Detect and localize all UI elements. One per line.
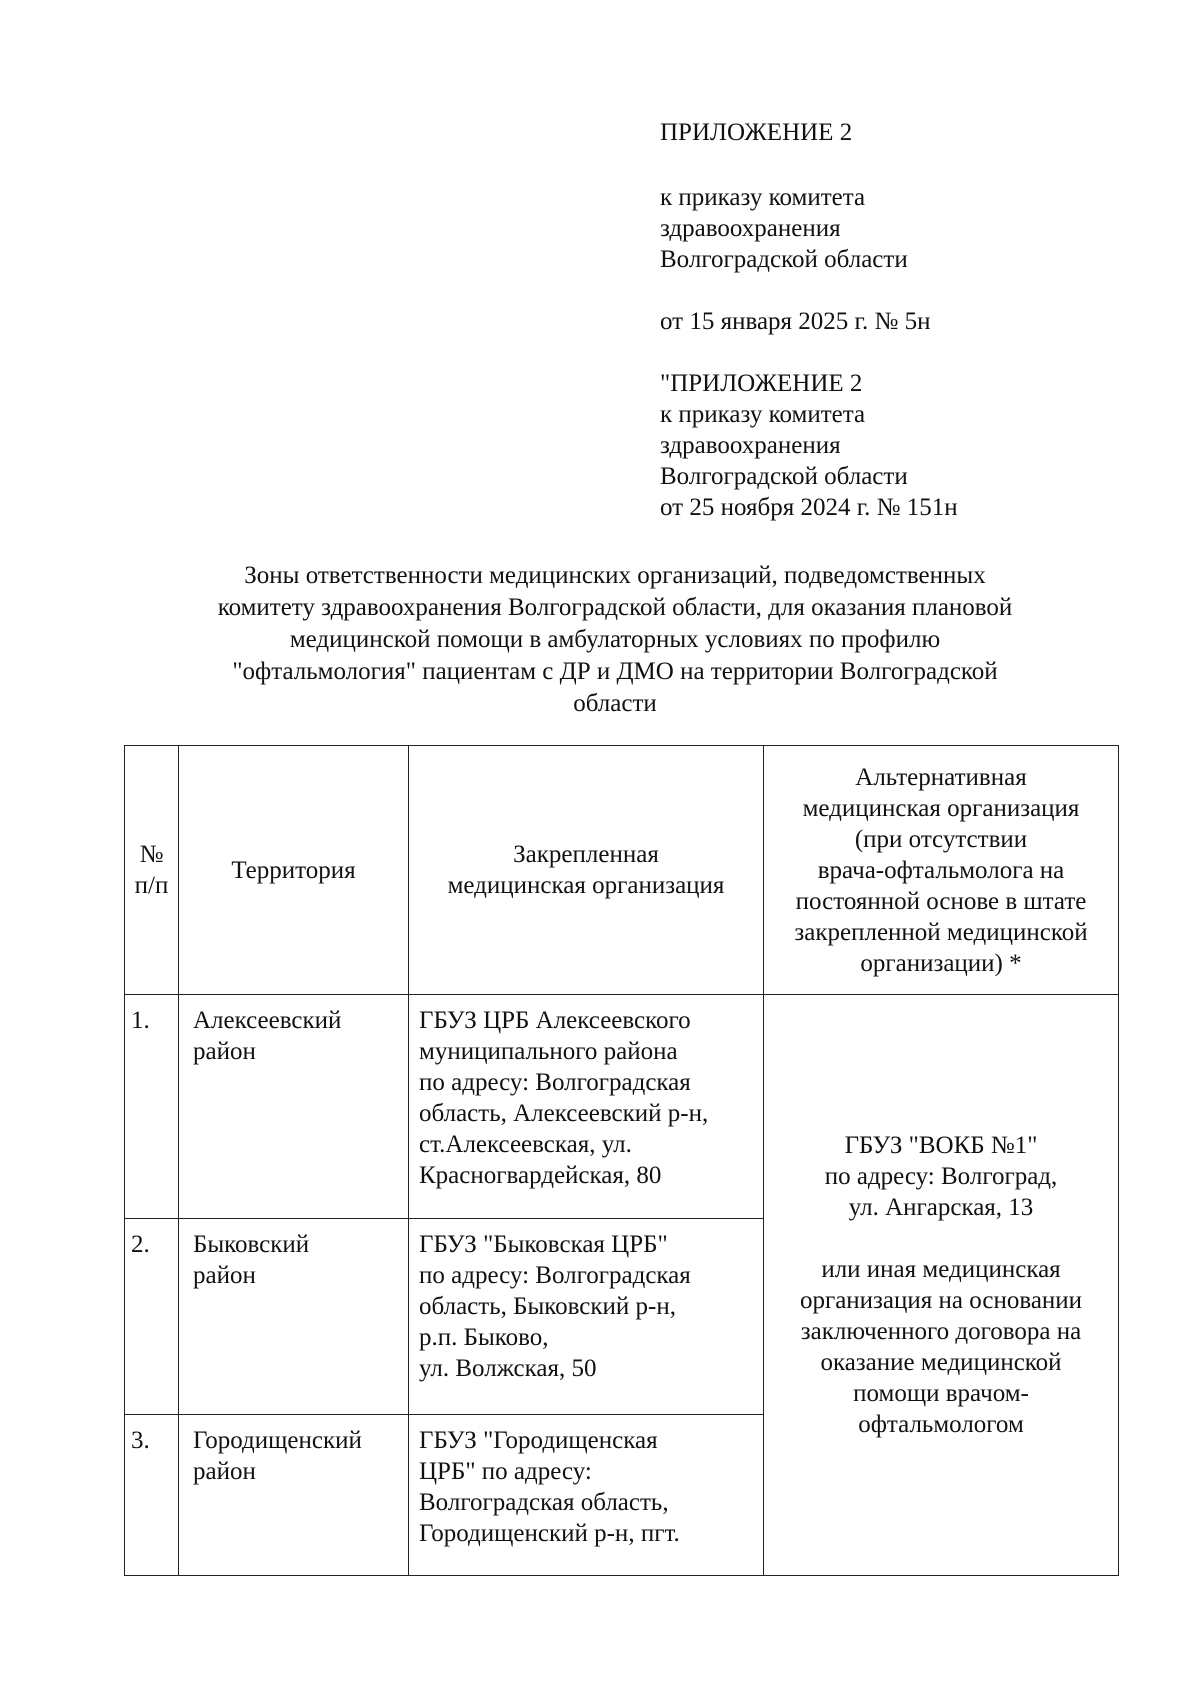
alt-org-line: ГБУЗ "ВОКБ №1" <box>844 1132 1038 1159</box>
row-territory <box>179 995 409 1219</box>
responsibility-zones-table <box>124 745 1119 1576</box>
order-reference <box>660 182 1140 275</box>
org-line: Городищенский р-н, пгт. <box>419 1520 680 1547</box>
header-assigned-line: Закрепленная <box>513 841 659 868</box>
territory-line: район <box>193 1038 256 1065</box>
annex-title <box>660 117 1140 148</box>
quoted-annex-line: здравоохранения <box>660 432 841 459</box>
title-line: Зоны ответственности медицинских организаций, подведомственных <box>244 562 986 589</box>
title-line: комитету здравоохранения Волгоградской области, для оказания плановой <box>217 594 1013 621</box>
header-alternative-line: организации) * <box>860 949 1022 977</box>
org-line: Красногвардейская, 80 <box>419 1162 662 1189</box>
title-line: медицинской помощи в амбулаторных условиях по профилю <box>289 626 941 653</box>
org-line: р.п. Быково, <box>419 1324 549 1351</box>
alt-org-line: ул. Ангарская, 13 <box>848 1194 1034 1221</box>
org-line: муниципального района <box>419 1038 678 1065</box>
quoted-annex-line: к приказу комитета <box>660 401 866 428</box>
header-alternative-line: Альтернативная <box>855 763 1027 791</box>
row-num: 1. <box>125 995 179 1219</box>
row-num: 3. <box>125 1415 179 1576</box>
order-date <box>660 306 1140 337</box>
alt-org-line: офтальмологом <box>858 1411 1024 1438</box>
quoted-annex-line: Волгоградской области <box>660 463 908 490</box>
org-line: область, Быковский р-н, <box>419 1293 676 1320</box>
org-line: ул. Волжская, 50 <box>419 1355 597 1382</box>
title-line: области <box>573 690 657 717</box>
table-row <box>125 995 1119 1219</box>
alt-org-line: по адресу: Волгоград, <box>824 1163 1058 1190</box>
territory-line: Алексеевский <box>193 1007 342 1034</box>
alt-org-line: помощи врачом- <box>853 1380 1029 1407</box>
org-line: по адресу: Волгоградская <box>419 1069 691 1096</box>
document-title <box>140 560 1090 720</box>
territory-line: район <box>193 1262 256 1289</box>
row-territory <box>179 1415 409 1576</box>
org-line: по адресу: Волгоградская <box>419 1262 691 1289</box>
row-assigned-org <box>409 1219 764 1415</box>
alt-org-line: заключенного договора на <box>800 1318 1082 1345</box>
org-line: область, Алексеевский р-н, <box>419 1100 709 1127</box>
table-header-row <box>125 746 1119 995</box>
quoted-annex-reference <box>660 368 1140 523</box>
order-line: Волгоградской области <box>660 246 908 273</box>
header-alternative-org <box>764 746 1119 995</box>
header-alternative-line: закрепленной медицинской <box>794 918 1088 946</box>
header-territory-line: Территория <box>231 856 356 884</box>
org-line: Волгоградская область, <box>419 1489 669 1516</box>
header-assigned-line: медицинская организация <box>447 872 725 899</box>
header-alternative-line: постоянной основе в штате <box>795 887 1087 915</box>
territory-line: Городищенский <box>193 1427 362 1454</box>
territory-line: Быковский <box>193 1231 310 1258</box>
header-territory <box>179 746 409 995</box>
order-line: к приказу комитета <box>660 184 866 211</box>
header-num <box>125 746 179 995</box>
org-line: ГБУЗ ЦРБ Алексеевского <box>419 1007 691 1034</box>
header-alternative-line: медицинская организация <box>802 794 1080 822</box>
row-num: 2. <box>125 1219 179 1415</box>
row-assigned-org <box>409 1415 764 1576</box>
org-line: ЦРБ" по адресу: <box>419 1458 592 1485</box>
alt-org-line: или иная медицинская <box>821 1256 1061 1283</box>
order-line: здравоохранения <box>660 215 841 242</box>
header-alternative-line: врача-офтальмолога на <box>817 856 1065 884</box>
row-territory <box>179 1219 409 1415</box>
alt-org-line: оказание медицинской <box>820 1349 1062 1376</box>
org-line: ГБУЗ "Городищенская <box>419 1427 658 1454</box>
territory-line: район <box>193 1458 256 1485</box>
alternative-org-cell <box>764 995 1119 1576</box>
title-line: "офтальмология" пациентам с ДР и ДМО на территории Волгоградской <box>232 658 998 685</box>
quoted-annex-line: от 25 ноября 2024 г. № 151н <box>660 494 958 521</box>
org-line: ГБУЗ "Быковская ЦРБ" <box>419 1231 668 1258</box>
org-line: ст.Алексеевская, ул. <box>419 1131 632 1158</box>
annex-title-text: ПРИЛОЖЕНИЕ 2 <box>660 119 853 146</box>
alt-org-line: организация на основании <box>799 1287 1083 1314</box>
order-date-text: от 15 января 2025 г. № 5н <box>660 308 931 335</box>
header-num-line: п/п <box>134 872 169 899</box>
header-num-line: № <box>139 841 164 868</box>
quoted-annex-line: "ПРИЛОЖЕНИЕ 2 <box>660 370 863 397</box>
header-assigned-org <box>409 746 764 995</box>
row-assigned-org <box>409 995 764 1219</box>
alt-org-spacer <box>772 1223 1110 1254</box>
header-alternative-line: (при отсутствии <box>854 825 1028 853</box>
